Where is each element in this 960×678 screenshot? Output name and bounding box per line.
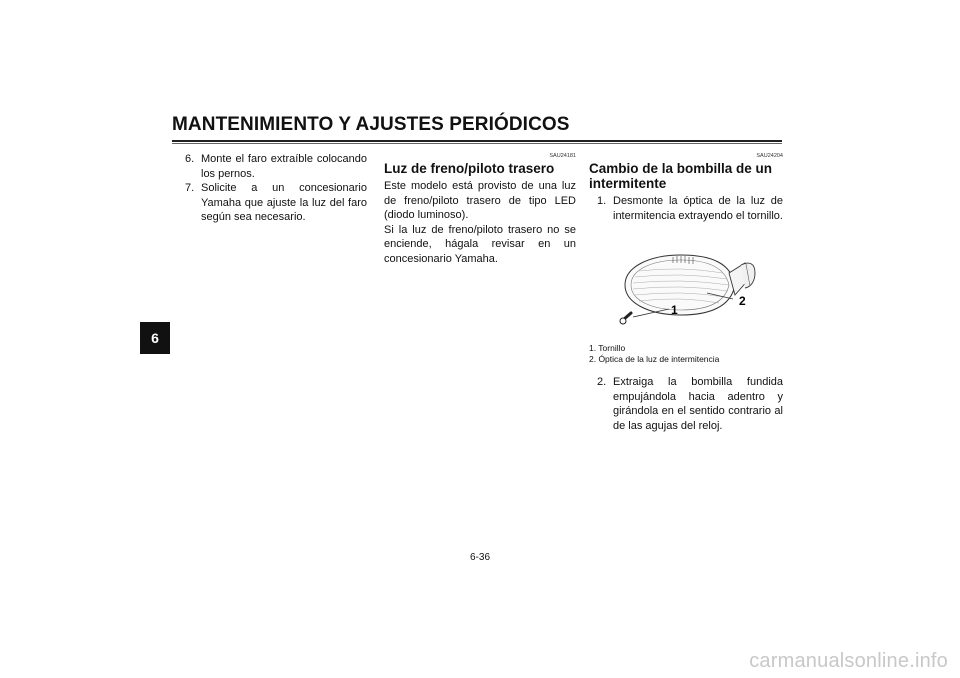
chapter-tab: 6 [140, 322, 170, 354]
section-code: SAU24204 [756, 153, 783, 159]
turn-signal-figure [589, 233, 779, 337]
title-rule-thin [172, 143, 782, 144]
watermark: carmanualsonline.info [749, 650, 948, 672]
column-2 [384, 153, 576, 267]
step-number: 1. [597, 195, 607, 207]
callout-1: 1 [671, 303, 678, 318]
step-text: Solicite a un concesionario Yamaha que ajuste la luz del faro según sea necesario. [201, 182, 367, 224]
turn-signal-illustration [589, 233, 779, 337]
step-2 [589, 375, 783, 433]
step-number: 7. [185, 182, 195, 195]
legend-item-2: 2. Óptica de la luz de intermitencia [589, 354, 720, 365]
figure-legend [589, 343, 783, 365]
step-1 [589, 194, 783, 223]
legend-item-1: 1. Tornillo [589, 343, 626, 354]
page-number: 6-36 [469, 552, 490, 563]
title-rule [172, 140, 782, 142]
section-heading: Luz de freno/piloto trasero [384, 161, 555, 176]
section-heading: Cambio de la bombilla de un intermitente [589, 161, 773, 191]
paragraph: Si la luz de freno/piloto trasero no se enciende, hágala revisar en un concesionario Yamaha. [384, 223, 576, 265]
step-text: Extraiga la bombilla fundida empujándola hacia adentro y girándola en el sentido contrario al de las agujas del reloj. [613, 376, 783, 432]
step-6 [185, 152, 367, 181]
column-3 [589, 153, 783, 434]
step-number: 6. [185, 153, 195, 165]
column-1 [185, 152, 367, 225]
step-number: 2. [597, 376, 607, 389]
step-7 [185, 181, 367, 225]
page-title: MANTENIMIENTO Y AJUSTES PERIÓDICOS [172, 114, 570, 135]
section-code: SAU24181 [549, 153, 576, 159]
step-text: Monte el faro extraíble colocando los pernos. [201, 153, 367, 180]
paragraph: Este modelo está provisto de una luz de freno/piloto trasero de tipo LED (diodo luminoso). [384, 180, 576, 222]
step-text: Desmonte la óptica de la luz de intermitencia extrayendo el tornillo. [613, 195, 783, 222]
callout-2: 2 [739, 294, 746, 309]
